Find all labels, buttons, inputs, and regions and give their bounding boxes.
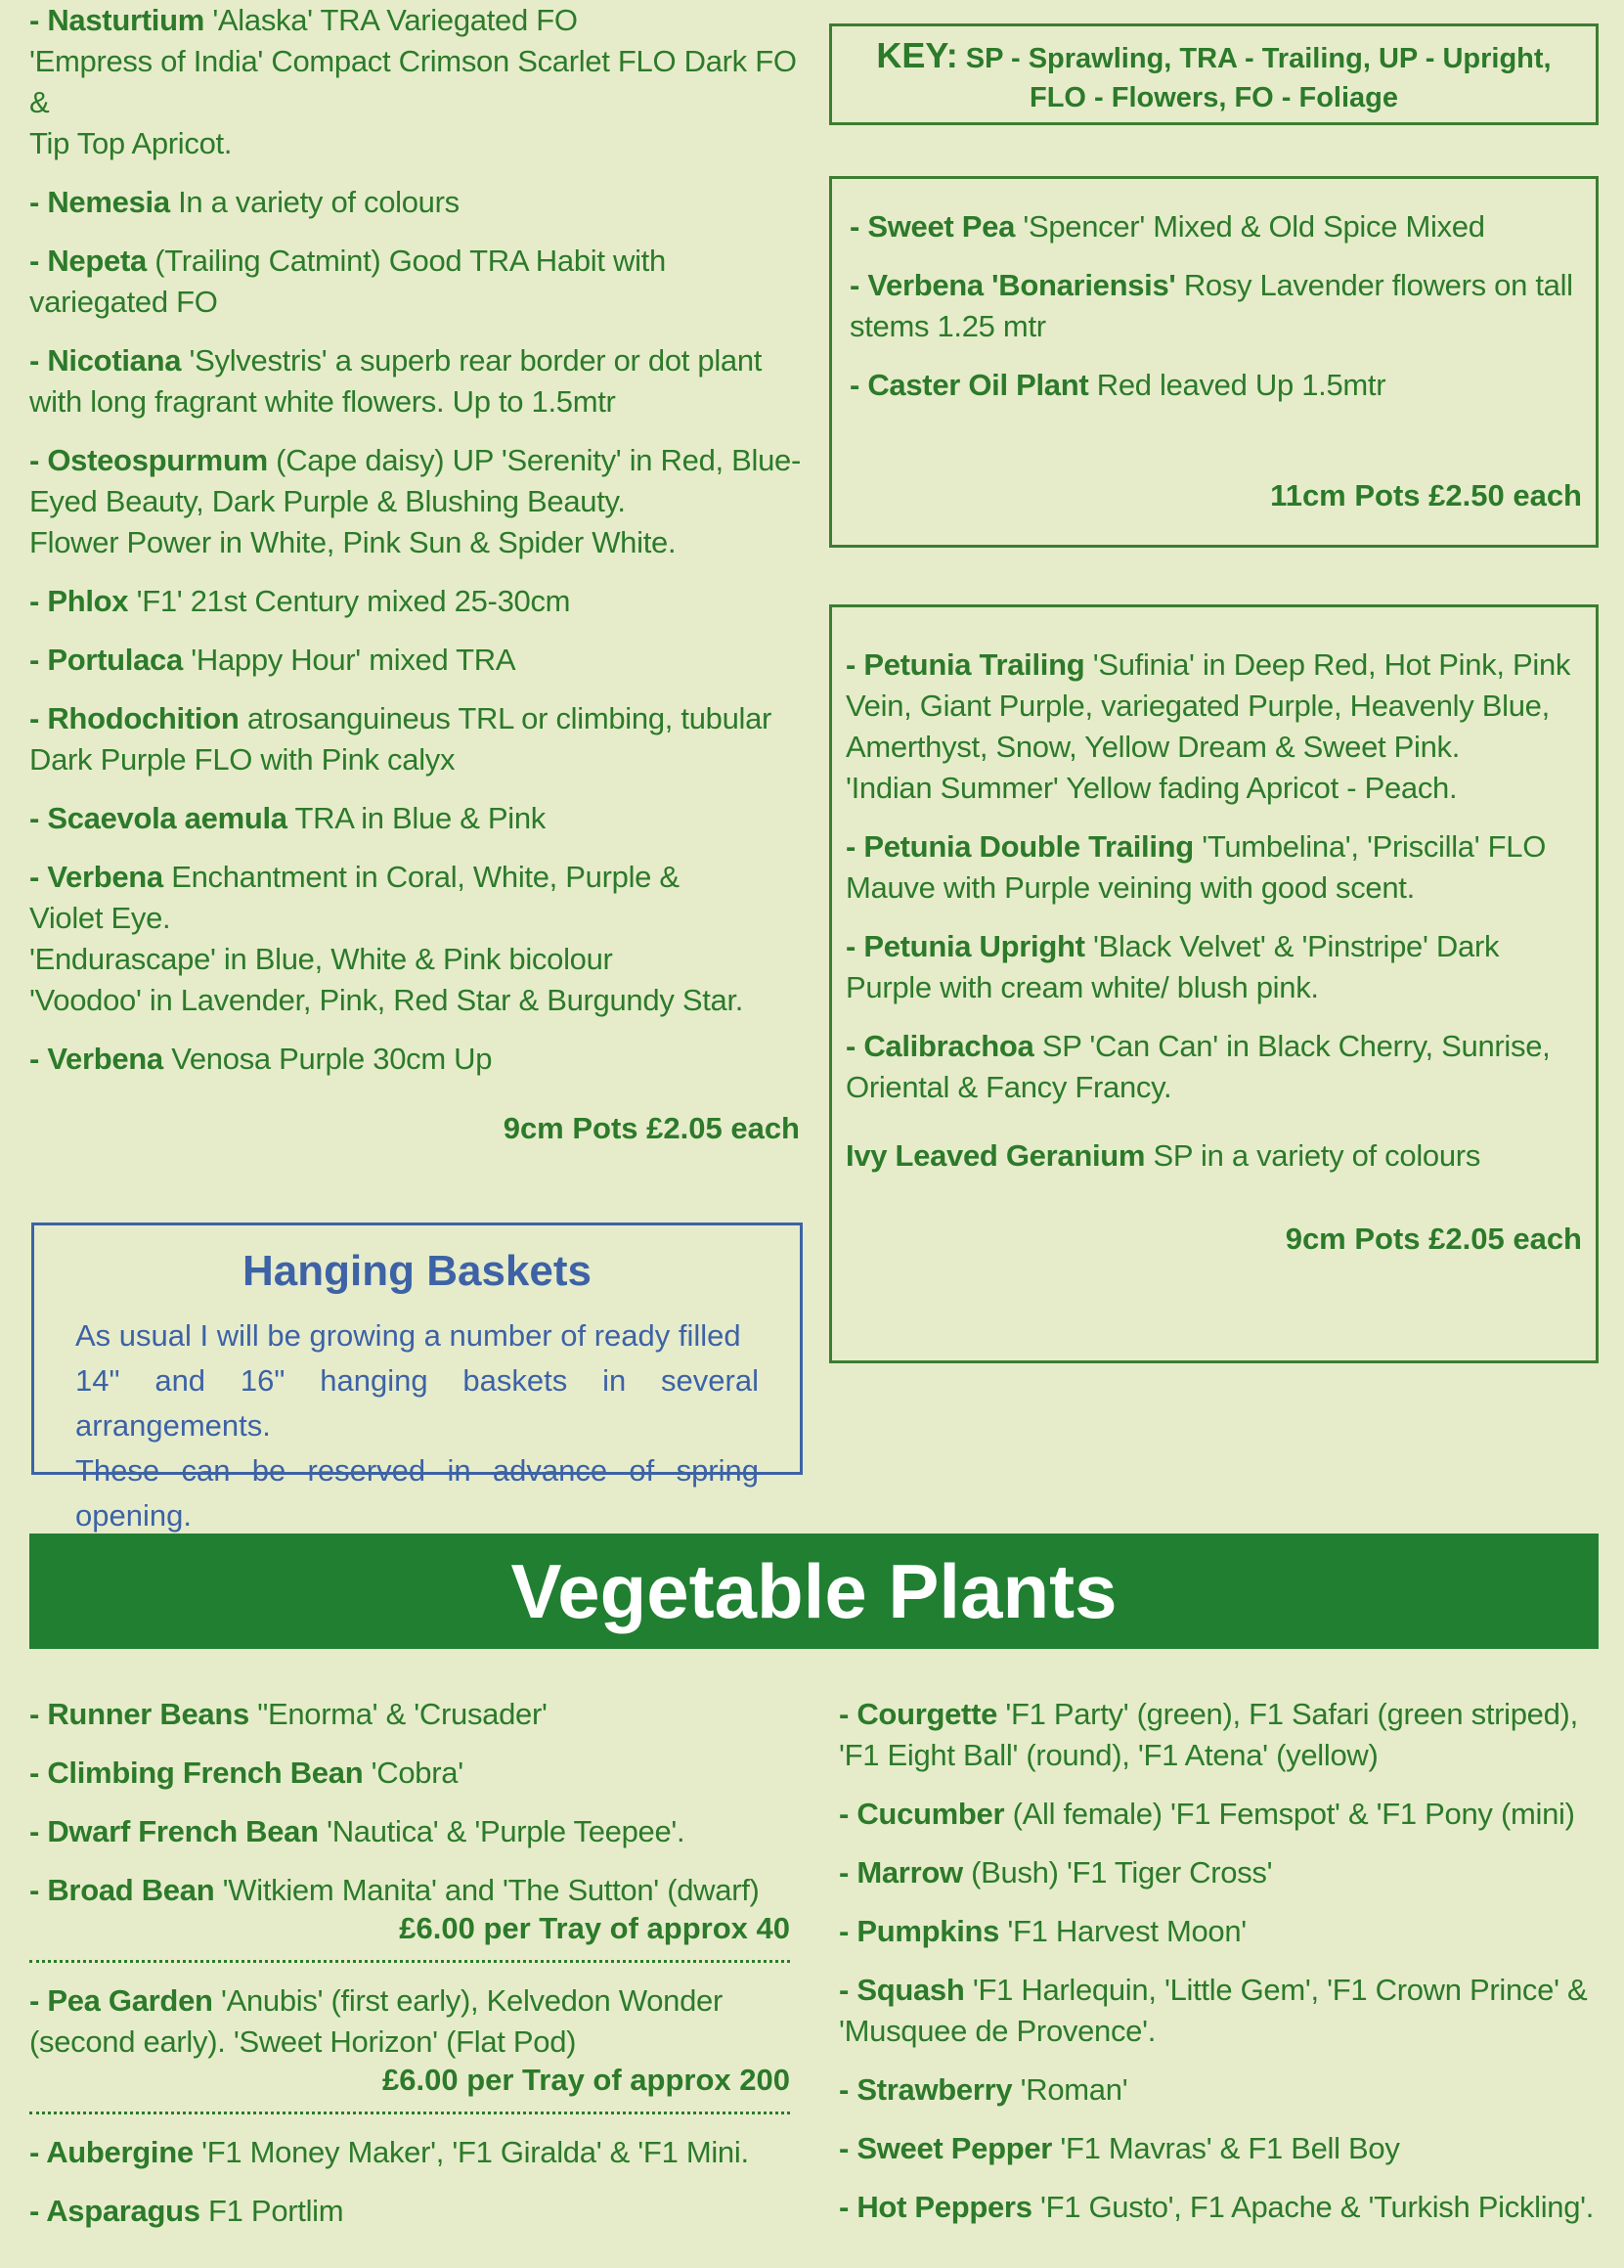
item-text: 'Happy Hour' mixed TRA xyxy=(191,643,516,677)
item-text: Amerthyst, Snow, Yellow Dream & Sweet Pink. xyxy=(846,730,1461,764)
item-dash: - xyxy=(29,1756,48,1790)
item-text: 'Empress of India' Compact Crimson Scarlet FLO Dark FO & xyxy=(29,44,797,119)
divider xyxy=(29,2112,790,2114)
item-text: Eyed Beauty, Dark Purple & Blushing Beauty. xyxy=(29,484,626,518)
hanging-baskets-box xyxy=(31,1223,803,1533)
item-text: 'Sylvestris' a superb rear border or dot plant xyxy=(189,343,763,378)
item-name: Verbena 'Bonariensis' xyxy=(867,268,1176,302)
list-item xyxy=(839,1970,1602,2052)
item-dash: - xyxy=(29,701,48,735)
item-dash: - xyxy=(29,343,48,378)
item-text: 'F1 Harvest Moon' xyxy=(1007,1914,1247,1948)
item-text: 'Black Velvet' & 'Pinstripe' Dark xyxy=(1092,929,1500,963)
item-text: "Enorma' & 'Crusader' xyxy=(257,1697,548,1731)
item-name: Pea Garden xyxy=(47,1983,213,2018)
item-dash: - xyxy=(839,2190,857,2224)
ivy-geranium-name: Ivy Leaved Geranium xyxy=(846,1138,1146,1173)
item-name: Hot Peppers xyxy=(856,2190,1032,2224)
item-text: Oriental & Fancy Francy. xyxy=(846,1070,1172,1104)
item-text: 'Indian Summer' Yellow fading Apricot - Peach. xyxy=(846,771,1458,805)
box2-list xyxy=(846,645,1594,1126)
item-name: Sweet Pea xyxy=(867,209,1016,244)
list-item xyxy=(29,1039,812,1080)
item-text: 'Roman' xyxy=(1020,2072,1128,2107)
item-text: 'F1 Money Maker', 'F1 Giralda' & 'F1 Mini. xyxy=(201,2135,749,2169)
item-name: Marrow xyxy=(856,1855,963,1890)
veg-price-1: £6.00 per Tray of approx 40 xyxy=(399,1911,790,1945)
item-text: 'Cobra' xyxy=(371,1756,463,1790)
list-item xyxy=(29,798,812,839)
list-item xyxy=(29,581,812,622)
item-text: atrosanguineus TRL or climbing, tubular xyxy=(246,701,772,735)
list-item xyxy=(839,1852,1602,1893)
veg-left-group-1 xyxy=(29,1694,790,1911)
list-item xyxy=(846,645,1594,809)
item-text: Violet Eye. xyxy=(29,901,171,935)
list-item xyxy=(29,241,812,323)
list-item xyxy=(850,206,1593,247)
key-box xyxy=(829,23,1599,125)
item-text: In a variety of colours xyxy=(178,185,460,219)
list-item xyxy=(850,365,1593,406)
key-line-2: FLO - Flowers, FO - Foliage xyxy=(1029,82,1398,113)
item-text: 'F1 Eight Ball' (round), 'F1 Atena' (yellow) xyxy=(839,1738,1379,1772)
hanging-line: As usual I will be growing a number of ready filled xyxy=(75,1318,741,1353)
item-text: F1 Portlim xyxy=(208,2194,344,2228)
item-name: Sweet Pepper xyxy=(856,2131,1053,2165)
item-dash: - xyxy=(29,1873,48,1907)
item-name: Courgette xyxy=(856,1697,998,1731)
vegetable-plants-banner: Vegetable Plants xyxy=(29,1534,1599,1649)
item-dash: - xyxy=(29,2194,47,2228)
list-item xyxy=(29,2191,790,2232)
list-item xyxy=(839,1911,1602,1952)
box2-price: 9cm Pots £2.05 each xyxy=(1285,1222,1582,1256)
list-item xyxy=(29,340,812,422)
item-name: Squash xyxy=(856,1973,965,2007)
item-dash: - xyxy=(846,647,864,682)
list-item xyxy=(29,1694,790,1735)
veg-left-group-2 xyxy=(29,1980,790,2063)
item-text: 'Spencer' Mixed & Old Spice Mixed xyxy=(1023,209,1485,244)
item-name: Nicotiana xyxy=(47,343,182,378)
list-item xyxy=(846,826,1594,909)
pots-11cm-box xyxy=(829,176,1599,548)
item-text: (All female) 'F1 Femspot' & 'F1 Pony (mini) xyxy=(1012,1797,1575,1831)
item-text: 'Endurascape' in Blue, White & Pink bicolour xyxy=(29,942,613,976)
list-item xyxy=(846,926,1594,1008)
item-text: 'F1' 21st Century mixed 25-30cm xyxy=(136,584,571,618)
item-text: 'F1 Harlequin, 'Little Gem', 'F1 Crown Prince' & xyxy=(972,1973,1588,2007)
item-dash: - xyxy=(839,1973,857,2007)
item-name: Petunia Upright xyxy=(863,929,1085,963)
item-text: 'F1 Gusto', F1 Apache & 'Turkish Pickling'. xyxy=(1039,2190,1595,2224)
item-text: Tip Top Apricot. xyxy=(29,126,233,160)
list-item xyxy=(29,1811,790,1852)
item-text: Dark Purple FLO with Pink calyx xyxy=(29,742,456,777)
item-text: Purple with cream white/ blush pink. xyxy=(846,970,1319,1004)
item-text: 'Tumbelina', 'Priscilla' FLO xyxy=(1202,829,1547,864)
item-text: 'Alaska' TRA Variegated FO xyxy=(212,3,578,37)
item-name: Climbing French Bean xyxy=(47,1756,364,1790)
list-item xyxy=(839,1694,1602,1776)
item-name: Broad Bean xyxy=(47,1873,215,1907)
pots-9cm-box xyxy=(829,604,1599,1363)
item-text: Vein, Giant Purple, variegated Purple, Heavenly Blue, xyxy=(846,689,1550,723)
item-name: Scaevola aemula xyxy=(47,801,287,835)
item-name: Verbena xyxy=(47,1042,163,1076)
item-text: Flower Power in White, Pink Sun & Spider White. xyxy=(29,525,677,559)
item-dash: - xyxy=(839,1697,857,1731)
veg-left-column xyxy=(29,1694,790,2249)
item-name: Strawberry xyxy=(856,2072,1013,2107)
hanging-line: These can be reserved in advance of spring opening. xyxy=(75,1453,759,1533)
item-dash: - xyxy=(29,244,48,278)
item-dash: - xyxy=(850,268,868,302)
item-dash: - xyxy=(29,584,48,618)
item-text: (Trailing Catmint) Good TRA Habit with variegated FO xyxy=(29,244,666,319)
item-text: TRA in Blue & Pink xyxy=(294,801,546,835)
item-dash: - xyxy=(29,185,48,219)
list-item xyxy=(29,2132,790,2173)
item-dash: - xyxy=(29,3,48,37)
list-item xyxy=(29,440,812,563)
item-name: Verbena xyxy=(47,860,163,894)
item-text: Mauve with Purple veining with good scent. xyxy=(846,870,1415,905)
item-name: Osteospurmum xyxy=(47,443,268,477)
item-dash: - xyxy=(29,1697,48,1731)
item-text: 'Voodoo' in Lavender, Pink, Red Star & Burgundy Star. xyxy=(29,983,744,1017)
item-dash: - xyxy=(850,368,868,402)
item-dash: - xyxy=(29,1814,48,1848)
list-item xyxy=(29,1980,790,2063)
item-dash: - xyxy=(846,929,864,963)
item-text: Enchantment in Coral, White, Purple & xyxy=(171,860,680,894)
item-name: Petunia Double Trailing xyxy=(863,829,1194,864)
item-text: 'F1 Party' (green), F1 Safari (green striped), xyxy=(1005,1697,1578,1731)
item-dash: - xyxy=(839,1855,857,1890)
hanging-baskets-text xyxy=(75,1313,759,1538)
item-dash: - xyxy=(29,801,48,835)
list-item xyxy=(29,698,812,780)
item-name: Petunia Trailing xyxy=(863,647,1085,682)
item-dash: - xyxy=(846,829,864,864)
key-text-1: SP - Sprawling, TRA - Trailing, UP - Upright, xyxy=(965,43,1552,74)
item-name: Caster Oil Plant xyxy=(867,368,1089,402)
veg-price-2: £6.00 per Tray of approx 200 xyxy=(382,2063,790,2097)
item-dash: - xyxy=(29,443,48,477)
divider xyxy=(29,1960,790,1963)
box1-list xyxy=(850,206,1593,423)
item-text: (Cape daisy) UP 'Serenity' in Red, Blue- xyxy=(276,443,802,477)
item-dash: - xyxy=(29,1042,48,1076)
item-name: Phlox xyxy=(47,584,129,618)
item-name: Aubergine xyxy=(46,2135,194,2169)
item-name: Asparagus xyxy=(46,2194,200,2228)
list-item xyxy=(29,0,812,164)
item-text: Red leaved Up 1.5mtr xyxy=(1096,368,1386,402)
list-item xyxy=(29,857,812,1021)
box1-price: 11cm Pots £2.50 each xyxy=(1270,478,1582,512)
list-item xyxy=(29,182,812,223)
item-text: 'F1 Mavras' & F1 Bell Boy xyxy=(1060,2131,1400,2165)
list-item xyxy=(846,1026,1594,1108)
item-text: stems 1.25 mtr xyxy=(850,309,1046,343)
item-name: Runner Beans xyxy=(47,1697,249,1731)
list-item xyxy=(839,1794,1602,1835)
item-text: 'Musquee de Provence'. xyxy=(839,2014,1157,2048)
list-item xyxy=(29,1753,790,1794)
item-name: Nepeta xyxy=(47,244,147,278)
item-text: (Bush) 'F1 Tiger Cross' xyxy=(971,1855,1273,1890)
hanging-baskets-title: Hanging Baskets xyxy=(242,1247,592,1295)
list-item xyxy=(839,2128,1602,2169)
item-dash: - xyxy=(839,1914,857,1948)
item-dash: - xyxy=(850,209,868,244)
list-item xyxy=(839,2187,1602,2228)
left-price: 9cm Pots £2.05 each xyxy=(503,1111,800,1145)
item-text: 'Witkiem Manita' and 'The Sutton' (dwarf) xyxy=(222,1873,760,1907)
item-dash: - xyxy=(29,1983,48,2018)
item-dash: - xyxy=(839,2131,857,2165)
left-plant-list xyxy=(29,0,812,1097)
veg-right-column xyxy=(839,1694,1602,2246)
item-name: Rhodochition xyxy=(47,701,240,735)
item-text: Rosy Lavender flowers on tall xyxy=(1183,268,1573,302)
item-dash: - xyxy=(29,2135,47,2169)
hanging-line: 14" and 16" hanging baskets in several arrangements. xyxy=(75,1363,759,1443)
list-item xyxy=(839,2069,1602,2111)
veg-left-group-3 xyxy=(29,2132,790,2232)
item-name: Nasturtium xyxy=(47,3,204,37)
item-text: 'Nautica' & 'Purple Teepee'. xyxy=(327,1814,685,1848)
item-text: Venosa Purple 30cm Up xyxy=(171,1042,493,1076)
item-dash: - xyxy=(839,1797,857,1831)
item-name: Dwarf French Bean xyxy=(47,1814,319,1848)
item-dash: - xyxy=(839,2072,857,2107)
list-item xyxy=(29,640,812,681)
item-name: Pumpkins xyxy=(856,1914,1000,1948)
ivy-geranium-entry xyxy=(846,1135,1480,1177)
ivy-geranium-text: SP in a variety of colours xyxy=(1153,1138,1481,1173)
item-dash: - xyxy=(29,643,48,677)
item-dash: - xyxy=(846,1029,864,1063)
list-item xyxy=(850,265,1593,347)
item-name: Nemesia xyxy=(47,185,170,219)
list-item xyxy=(29,1870,790,1911)
item-text: 'Sufinia' in Deep Red, Hot Pink, Pink xyxy=(1092,647,1571,682)
key-line-1 xyxy=(832,36,1596,78)
item-text: SP 'Can Can' in Black Cherry, Sunrise, xyxy=(1041,1029,1551,1063)
item-name: Cucumber xyxy=(856,1797,1005,1831)
item-text: 'Anubis' (first early), Kelvedon Wonder xyxy=(220,1983,723,2018)
item-dash: - xyxy=(29,860,48,894)
item-name: Portulaca xyxy=(47,643,183,677)
key-label: KEY: xyxy=(876,35,958,75)
item-text: with long fragrant white flowers. Up to 1.5mtr xyxy=(29,384,616,419)
item-text: (second early). 'Sweet Horizon' (Flat Pod) xyxy=(29,2024,577,2059)
item-name: Calibrachoa xyxy=(863,1029,1034,1063)
